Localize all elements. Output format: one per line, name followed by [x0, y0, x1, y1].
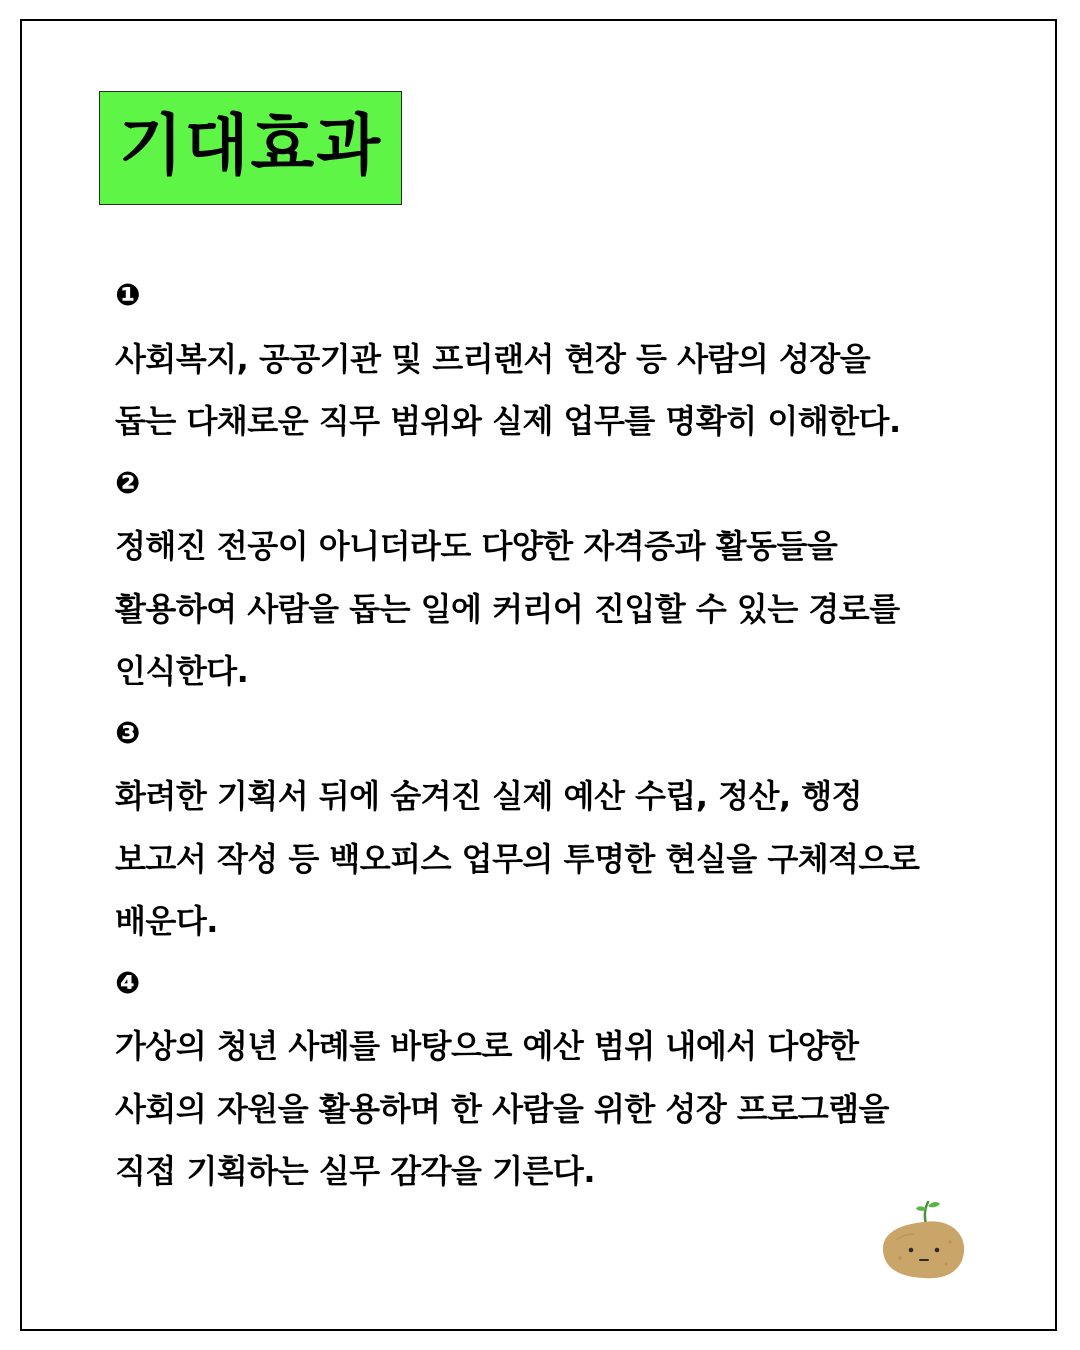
item-3-line-2: 보고서 작성 등 백오피스 업무의 투명한 현실을 구체적으로: [115, 839, 920, 878]
item-1-line-1: 사회복지, 공공기관 및 프리랜서 현장 등 사람의 성장을: [115, 339, 871, 378]
item-1-marker: ❶: [115, 278, 140, 313]
item-4-line-3: 직접 기획하는 실무 감각을 기른다.: [115, 1152, 595, 1190]
expected-effects-list: [115, 265, 1015, 1203]
potato-sprout-mascot-icon: [878, 1198, 970, 1282]
page-title: 기대효과: [118, 107, 383, 184]
item-4-marker: ❹: [115, 965, 140, 1001]
item-2-line-3: 인식한다.: [115, 652, 249, 690]
item-2-marker: ❷: [115, 465, 140, 501]
item-4-line-2: 사회의 자원을 활용하며 한 사람을 위한 성장 프로그램을: [115, 1089, 889, 1128]
item-2-line-1: 정해진 전공이 아니더라도 다양한 자격증과 활동들을: [115, 527, 838, 565]
item-1-line-2: 돕는 다채로운 직무 범위와 실제 업무를 명확히 이해한다.: [115, 402, 901, 440]
title-badge: [99, 91, 402, 205]
item-4-line-1: 가상의 청년 사례를 바탕으로 예산 범위 내에서 다양한: [115, 1027, 859, 1065]
item-3-marker: ❸: [115, 715, 140, 751]
item-2-line-2: 활용하여 사람을 돕는 일에 커리어 진입할 수 있는 경로를: [115, 589, 900, 628]
item-3-line-1: 화려한 기획서 뒤에 숨겨진 실제 예산 수립, 정산, 행정: [115, 777, 863, 815]
item-3-line-3: 배운다.: [115, 902, 218, 940]
